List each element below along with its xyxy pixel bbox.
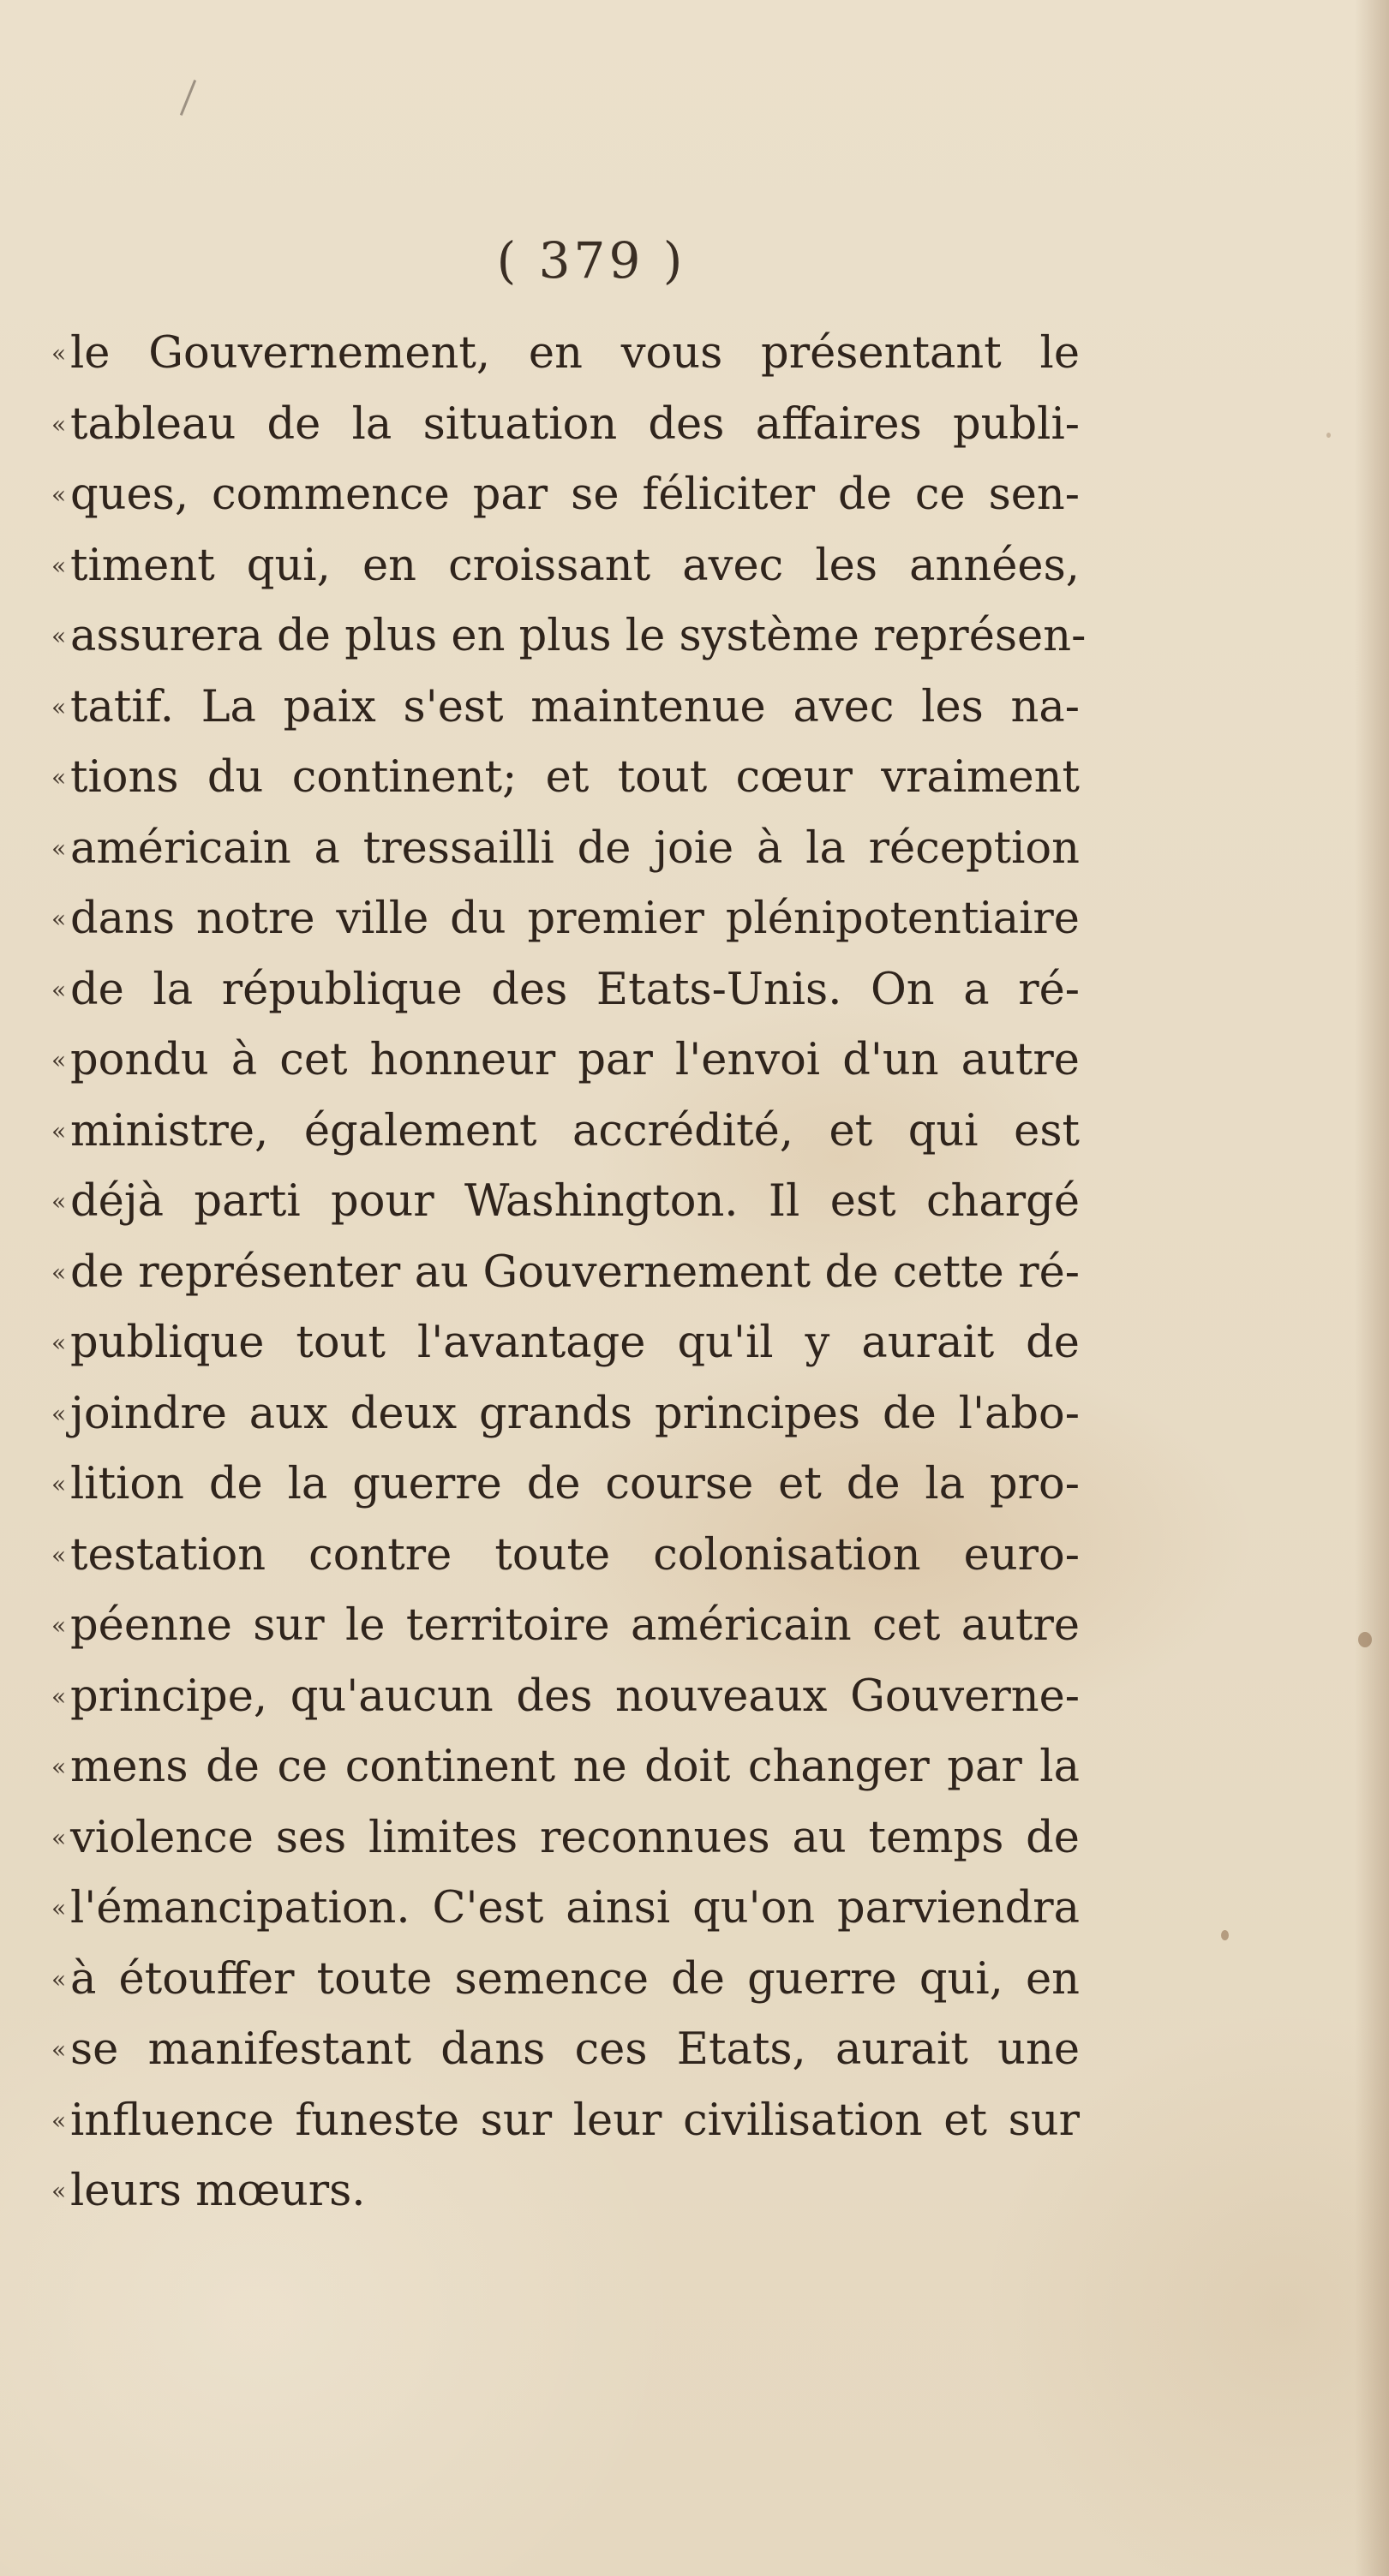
text-line (51, 743, 1080, 814)
line-text: ques, commence par se féliciter de ce sen- (70, 469, 1080, 520)
line-text: leurs mœurs. (70, 2166, 366, 2216)
quote-mark: « (51, 1540, 67, 1569)
quote-mark: « (51, 2177, 67, 2205)
text-line (51, 1025, 1080, 1097)
text-line (51, 1521, 1080, 1592)
quote-mark: « (51, 1329, 67, 1357)
quote-mark: « (51, 1753, 67, 1781)
line-text: assurera de plus en plus le système représen- (70, 611, 1087, 661)
quote-mark: « (51, 409, 67, 439)
quote-mark: « (51, 1964, 67, 1993)
quote-mark: « (51, 1682, 67, 1711)
quote-mark: « (51, 905, 67, 933)
foxing-spot (1326, 433, 1331, 438)
page-edge-shadow (1355, 0, 1389, 2576)
line-text: principe, qu'aucun des nouveaux Gouverne- (70, 1671, 1080, 1722)
line-text: timent qui, en croissant avec les années, (70, 540, 1080, 591)
line-text: tatif. La paix s'est maintenue avec les na- (70, 681, 1080, 732)
quote-mark: « (51, 1399, 67, 1428)
line-text: influence funeste sur leur civilisation et sur (70, 2095, 1080, 2146)
text-line (51, 1449, 1080, 1521)
line-text: violence ses limites reconnues au temps de (70, 1812, 1080, 1863)
quote-mark: « (51, 1823, 67, 1852)
text-line (51, 955, 1080, 1026)
quote-mark: « (51, 2106, 67, 2135)
quote-mark: « (51, 2035, 67, 2064)
text-line (51, 1379, 1080, 1450)
text-line (51, 672, 1080, 744)
quote-mark: « (51, 834, 67, 863)
text-line (51, 1662, 1080, 1733)
quote-mark: « (51, 1046, 67, 1074)
line-text: déjà parti pour Washington. Il est chargé (70, 1176, 1080, 1227)
text-line (51, 390, 1080, 461)
quote-mark: « (51, 763, 67, 792)
line-text: de la république des Etats-Unis. On a ré- (70, 964, 1080, 1015)
foxing-spot (1221, 1930, 1229, 1940)
quote-mark: « (51, 975, 67, 1004)
quote-mark: « (51, 622, 67, 650)
line-text: testation contre toute colonisation euro- (70, 1529, 1080, 1581)
quote-mark: « (51, 1116, 67, 1145)
quote-mark: « (51, 1258, 67, 1287)
text-line (51, 1308, 1080, 1379)
line-text: mens de ce continent ne doit changer par la (70, 1742, 1080, 1792)
text-line (51, 814, 1080, 885)
text-line (51, 1238, 1080, 1309)
text-line (51, 1803, 1080, 1874)
text-line (51, 2156, 1080, 2227)
line-text: pondu à cet honneur par l'envoi d'un autre (70, 1035, 1080, 1085)
text-line (51, 1591, 1080, 1662)
quote-mark: « (51, 1470, 67, 1498)
quote-mark: « (51, 1894, 67, 1922)
text-line (51, 2015, 1080, 2086)
quote-mark: « (51, 339, 67, 368)
text-line (51, 319, 1080, 390)
line-text: américain a tressailli de joie à la réception (70, 822, 1080, 874)
line-text: l'émancipation. C'est ainsi qu'on parviendra (70, 1883, 1080, 1933)
line-text: le Gouvernement, en vous présentant le (70, 328, 1080, 379)
line-text: de représenter au Gouvernement de cette ré- (70, 1246, 1080, 1298)
quote-mark: « (51, 551, 67, 580)
line-text: se manifestant dans ces Etats, aurait une (70, 2024, 1080, 2075)
text-line (51, 1167, 1080, 1238)
quote-mark: « (51, 692, 67, 721)
line-text: joindre aux deux grands principes de l'abo- (70, 1388, 1080, 1439)
line-text: publique tout l'avantage qu'il y aurait de (70, 1318, 1080, 1368)
text-line (51, 460, 1080, 531)
line-text: lition de la guerre de course et de la pro- (70, 1459, 1080, 1509)
line-text: dans notre ville du premier plénipotentiaire (70, 894, 1080, 944)
text-line (51, 1732, 1080, 1803)
text-line (51, 1097, 1080, 1168)
line-text: tableau de la situation des affaires publi- (70, 398, 1080, 450)
text-line (51, 531, 1080, 602)
quote-mark: « (51, 1611, 67, 1640)
pencil-mark (180, 80, 196, 116)
quote-mark: « (51, 481, 67, 509)
text-line (51, 601, 1087, 672)
foxing-spot (1358, 1632, 1372, 1647)
line-text: à étouffer toute semence de guerre qui, en (70, 1953, 1080, 2005)
body-text (51, 319, 1087, 2227)
page-number: ( 379 ) (496, 231, 686, 290)
line-text: tions du continent; et tout cœur vraiment (70, 752, 1080, 803)
quote-mark: « (51, 1187, 67, 1216)
line-text: ministre, également accrédité, et qui est (70, 1105, 1080, 1157)
text-line (51, 1874, 1080, 1945)
text-line (51, 2086, 1080, 2157)
line-text: péenne sur le territoire américain cet autre (70, 1600, 1080, 1651)
text-line (51, 884, 1080, 955)
text-line (51, 1945, 1080, 2016)
